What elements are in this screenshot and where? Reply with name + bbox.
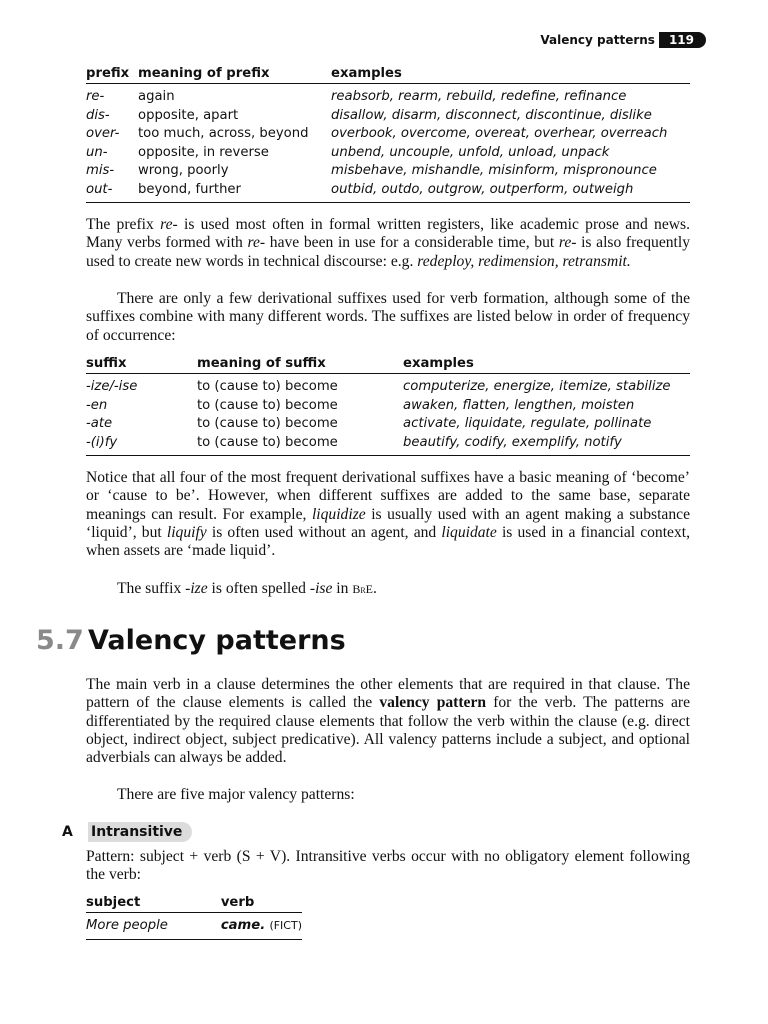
bold-term: valency pattern xyxy=(379,694,487,712)
meaning-cell: to (cause to) become xyxy=(197,435,403,456)
table-row xyxy=(86,435,690,456)
example-verb: came. xyxy=(220,918,266,933)
meaning-cell: beyond, further xyxy=(138,182,331,203)
example-table-header-subject: subject xyxy=(86,895,221,913)
small-caps-abbreviation: BrE xyxy=(352,582,373,596)
paragraph-prefix-re xyxy=(86,216,690,271)
prefix-table-header-prefix: prefix xyxy=(86,66,138,84)
text-run: is usually used with an agent making a substance ‘liquid’, but xyxy=(86,505,690,541)
prefix-cell: un- xyxy=(86,144,108,160)
prefix-cell: mis- xyxy=(86,163,115,178)
meaning-cell: too much, across, beyond xyxy=(138,126,309,141)
table-row xyxy=(86,126,690,145)
paragraph-ize-spelling xyxy=(86,580,690,598)
paragraph-suffixes-intro: There are only a few derivational suffixes used for verb formation, although some of the suffixes combine with many different words. The suffixes are listed below in order of frequency of occurrence: xyxy=(86,290,690,344)
register-tag: (FICT) xyxy=(269,919,302,932)
text-run: The suffix xyxy=(117,580,186,597)
suffix-table xyxy=(86,356,690,456)
emphasis: -ise xyxy=(309,580,333,597)
examples-cell: computerize, energize, itemize, stabilize xyxy=(403,379,671,394)
section-heading xyxy=(36,625,346,656)
example-table-header xyxy=(86,895,302,913)
suffix-table-header-examples: examples xyxy=(403,356,690,374)
text-run: The main verb in a clause determines the other elements that are required in that clause. The pattern of the clause elements is called the xyxy=(86,676,690,712)
prefix-cell: dis- xyxy=(86,107,110,123)
text-run: is used in a financial context, when assets are ‘made liquid’. xyxy=(86,523,690,560)
table-row xyxy=(86,374,690,398)
meaning-cell: opposite, apart xyxy=(138,107,239,123)
emphasis: re- xyxy=(247,234,266,252)
example-table-header-verb: verb xyxy=(221,895,302,913)
suffix-table-header-meaning: meaning of suffix xyxy=(197,356,403,374)
emphasis: redeploy, redimension, retransmit. xyxy=(417,252,631,270)
text-run: Notice that all four of the most frequent derivational suffixes have a basic meaning of ‘become’ or ‘cause to be’. However, when different suffixes are added to the same base, separate meanings can result. For example, xyxy=(86,469,690,523)
examples-cell: awaken, flatten, lengthen, moisten xyxy=(403,397,635,413)
examples-cell: activate, liquidate, regulate, pollinate xyxy=(403,416,652,431)
suffix-table-header-suffix: suffix xyxy=(86,356,197,374)
suffix-table-header xyxy=(86,356,690,374)
example-verb-cell xyxy=(221,913,302,940)
emphasis: liquify xyxy=(166,523,207,541)
suffix-cell: -ate xyxy=(86,416,113,431)
meaning-cell: to (cause to) become xyxy=(197,416,338,431)
table-row xyxy=(86,163,690,182)
subsection-title: Intransitive xyxy=(88,822,192,842)
examples-cell: unbend, uncouple, unfold, unload, unpack xyxy=(331,144,610,160)
emphasis: liquidize xyxy=(311,505,366,523)
paragraph-five-patterns: There are five major valency patterns: xyxy=(117,786,355,803)
suffix-cell: -en xyxy=(86,397,108,413)
table-row xyxy=(86,398,690,417)
text-run: is often used without an agent, and xyxy=(206,523,442,541)
meaning-cell: to (cause to) become xyxy=(197,379,338,394)
table-row xyxy=(86,84,690,108)
examples-cell: reabsorb, rearm, rebuild, redefine, refinance xyxy=(331,89,627,104)
emphasis: re- xyxy=(558,234,577,252)
subsection-heading xyxy=(62,822,192,842)
examples-cell: misbehave, mishandle, misinform, mispronounce xyxy=(331,163,657,178)
paragraph-valency-intro xyxy=(86,676,690,767)
examples-cell: outbid, outdo, outgrow, outperform, outweigh xyxy=(331,182,690,203)
example-subject-cell: More people xyxy=(86,913,221,940)
running-head xyxy=(540,32,706,48)
prefix-cell: over- xyxy=(86,126,120,141)
prefix-table-header xyxy=(86,66,690,84)
text-run: is used most often in formal written registers, like academic prose and news. Many verbs formed with xyxy=(86,216,690,252)
meaning-cell: wrong, poorly xyxy=(138,163,229,178)
text-run: The prefix xyxy=(86,216,161,233)
emphasis: -ize xyxy=(185,580,208,597)
table-row xyxy=(86,913,302,940)
meaning-cell: again xyxy=(138,89,175,104)
prefix-cell: out- xyxy=(86,182,138,203)
prefix-table-header-examples: examples xyxy=(331,66,690,84)
suffix-cell: -(i)fy xyxy=(86,435,197,456)
section-number: 5.7 xyxy=(36,625,84,656)
section-title: Valency patterns xyxy=(88,625,346,656)
subsection-letter: A xyxy=(62,824,73,840)
emphasis: liquidate xyxy=(441,523,497,541)
emphasis: re- xyxy=(160,216,178,233)
text-run: . xyxy=(373,580,377,597)
page-number: 119 xyxy=(659,32,706,48)
examples-cell: beautify, codify, exemplify, notify xyxy=(403,435,690,456)
prefix-cell: re- xyxy=(86,89,105,104)
meaning-cell: opposite, in reverse xyxy=(138,144,269,160)
table-row xyxy=(86,182,690,203)
table-row xyxy=(86,145,690,164)
text-run: is also frequently used to create new words in technical discourse: e.g. xyxy=(86,234,690,270)
table-row xyxy=(86,416,690,435)
table-row xyxy=(86,108,690,127)
text-run: is often spelled xyxy=(207,580,310,597)
example-table xyxy=(86,895,302,940)
prefix-table-header-meaning: meaning of prefix xyxy=(138,66,331,84)
suffix-cell: -ize/-ise xyxy=(86,379,138,394)
examples-cell: overbook, overcome, overeat, overhear, overreach xyxy=(331,126,668,141)
paragraph-intransitive-pattern: Pattern: subject + verb (S + V). Intransitive verbs occur with no obligatory element following the verb: xyxy=(86,848,690,884)
prefix-table xyxy=(86,66,690,203)
meaning-cell: to (cause to) become xyxy=(197,397,338,413)
text-run: have been in use for a considerable time, but xyxy=(265,234,559,252)
text-run: in xyxy=(332,580,353,597)
examples-cell: disallow, disarm, disconnect, discontinue, dislike xyxy=(331,107,652,123)
text-run: for the verb. The patterns are differentiated by the required clause elements that follow the verb within the clause (e.g. direct object, indirect object, subject predicative). All valency patterns include a subject, and optional adverbials can always be added. xyxy=(86,694,690,767)
running-head-title: Valency patterns xyxy=(540,33,655,47)
paragraph-suffix-meanings xyxy=(86,469,690,560)
